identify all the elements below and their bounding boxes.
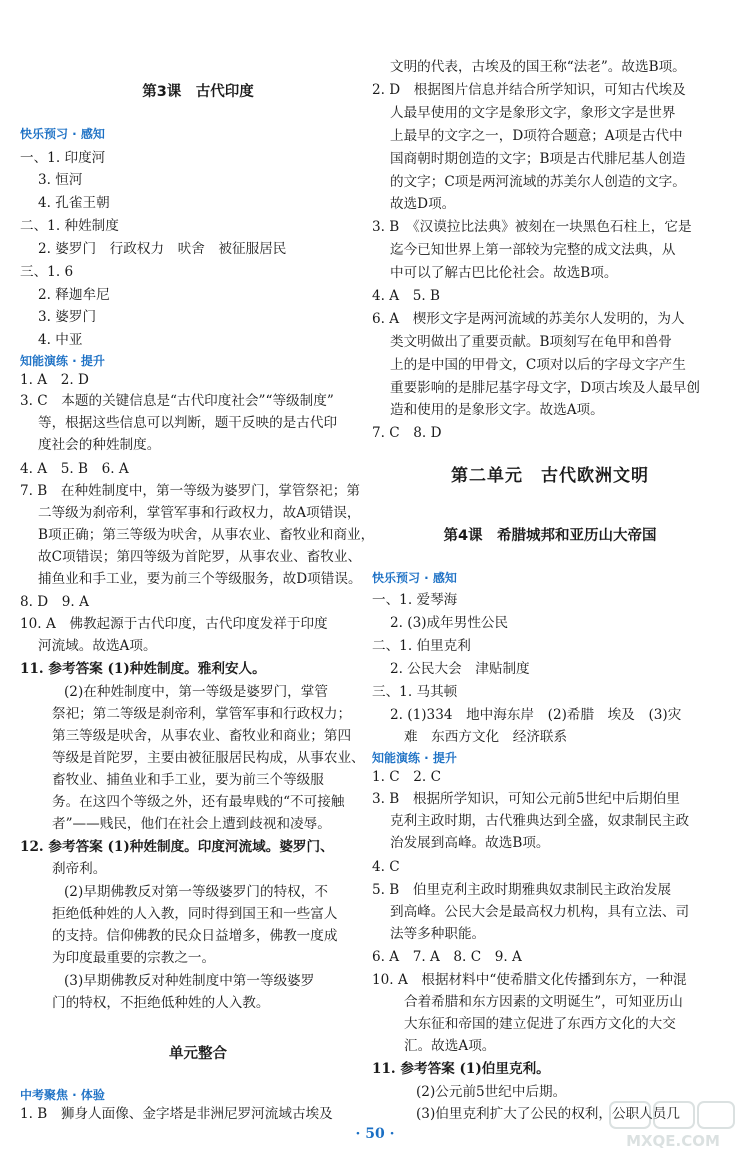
right-line: (3)伯里克利扩大了公民的权利，公职人员几 (416, 1106, 680, 1122)
left-line: 4. 孔雀王朝 (38, 195, 110, 211)
right-line: 迄今已知世界上第一部较为完整的成文法典，从 (390, 242, 676, 258)
right-line: 治发展到高峰。故选B项。 (390, 835, 550, 851)
right-line: 10. A 根据材料中“使希腊文化传播到东方，一种混 (372, 972, 687, 988)
lesson-title: 单元整合 (169, 1046, 227, 1062)
right-line: 二、1. 伯里克利 (372, 638, 471, 654)
left-line: 为印度最重要的宗教之一。 (52, 950, 216, 966)
right-line: 三、1. 马其顿 (372, 684, 458, 700)
right-line: 文明的代表，古埃及的国王称“法老”。故选B项。 (390, 59, 686, 75)
right-line: 合着希腊和东方因素的文明诞生”，可知亚历山 (404, 994, 683, 1010)
right-line: 2. 公民大会 津贴制度 (390, 661, 530, 677)
right-line: 类文明做出了重要贡献。B项刻写在龟甲和兽骨 (390, 334, 672, 350)
right-line: 6. A 7. A 8. C 9. A (372, 949, 522, 965)
left-line: (3)早期佛教反对种姓制度中第一等级婆罗 (64, 973, 315, 989)
left-line: 等，根据这些信息可以判断，题干反映的是古代印 (38, 415, 338, 431)
left-line: (2)在种姓制度中，第一等级是婆罗门，掌管 (64, 684, 328, 700)
right-line: 7. C 8. D (372, 425, 442, 441)
right-line: 法等多种职能。 (390, 926, 486, 942)
lesson-title: 第4课 希腊城邦和亚历山大帝国 (443, 528, 657, 544)
right-line: 大东征和帝国的建立促进了东西方文化的大交 (404, 1016, 676, 1032)
right-line: 3. B 根据所学知识，可知公元前5世纪中后期伯里 (372, 791, 680, 807)
left-line: 者”——贱民，他们在社会上遭到歧视和凌辱。 (52, 816, 331, 832)
right-line: 上最早的文字之一，D项符合题意；A项是古代中 (390, 128, 683, 144)
right-line: 难 东西方文化 经济联系 (404, 729, 568, 745)
left-line: 二、1. 种姓制度 (20, 218, 119, 234)
left-line: 12. 参考答案 (1)种姓制度。印度河流域。婆罗门、 (20, 839, 334, 855)
left-line: 4. 中亚 (38, 332, 83, 348)
left-line: B项正确；第三等级为吠舍，从事农业、畜牧业和商业， (38, 527, 375, 543)
left-line: 捕鱼业和手工业，要为前三个等级服务，故D项错误。 (38, 571, 362, 587)
left-line: 河流域。故选A项。 (38, 638, 157, 654)
left-line: 度社会的种姓制度。 (38, 437, 161, 453)
left-line: 拒绝低种姓的人入教，同时得到国王和一些富人 (52, 906, 338, 922)
left-section-label: 快乐预习 · 感知 (20, 127, 105, 141)
left-line: 8. D 9. A (20, 594, 89, 610)
left-line: 等级是首陀罗，主要由被征服居民构成，从事农业、 (52, 750, 365, 766)
left-line: 刹帝利。 (52, 861, 107, 877)
right-line: 1. C 2. C (372, 769, 441, 785)
right-section-label: 快乐预习 · 感知 (372, 571, 457, 585)
left-line: 的支持。信仰佛教的民众日益增多，佛教一度成 (52, 928, 338, 944)
left-line: (2)早期佛教反对第一等级婆罗门的特权，不 (64, 884, 328, 900)
svg-text:MXQE.COM: MXQE.COM (626, 1132, 720, 1150)
left-line: 第三等级是吠舍，从事农业、畜牧业和商业；第四 (52, 728, 352, 744)
left-line: 务。在这四个等级之外，还有最卑贱的“不可接触 (52, 794, 345, 810)
right-line: 2. (1)334 地中海东岸 (2)希腊 埃及 (3)灾 (390, 707, 682, 723)
left-line: 2. 婆罗门 行政权力 吠舍 被征服居民 (38, 241, 287, 257)
watermark-logo (608, 1100, 738, 1152)
right-line: 2. (3)成年男性公民 (390, 615, 509, 631)
lesson-title: 第3课 古代印度 (142, 84, 254, 100)
right-line: 国商朝时期创造的文字；B项是古代腓尼基人创造 (390, 151, 686, 167)
left-line: 3. C 本题的关键信息是“古代印度社会”“等级制度” (20, 393, 334, 409)
left-line: 门的特权，不拒绝低种姓的人入教。 (52, 995, 270, 1011)
left-line: 11. 参考答案 (1)种姓制度。雅利安人。 (20, 661, 266, 677)
left-line: 二等级为刹帝利，掌管军事和行政权力，故A项错误， (38, 505, 361, 521)
right-line: 汇。故选A项。 (404, 1038, 496, 1054)
right-line: (2)公元前5世纪中后期。 (416, 1084, 567, 1100)
left-line: 一、1. 印度河 (20, 150, 106, 166)
left-line: 畜牧业、捕鱼业和手工业，要为前三个等级服 (52, 772, 324, 788)
right-line: 2. D 根据图片信息并结合所学知识，可知古代埃及 (372, 82, 686, 98)
left-line: 故C项错误；第四等级为首陀罗，从事农业、畜牧业、 (38, 549, 362, 565)
right-line: 故选D项。 (390, 196, 456, 212)
left-line: 3. 婆罗门 (38, 309, 97, 325)
left-line: 三、1. 6 (20, 264, 74, 280)
left-line: 1. B 狮身人面像、金字塔是非洲尼罗河流域古埃及 (20, 1106, 333, 1122)
right-line: 4. C (372, 859, 400, 875)
left-line: 3. 恒河 (38, 172, 83, 188)
left-line: 2. 释迦牟尼 (38, 287, 110, 303)
right-line: 造和使用的是象形文字。故选A项。 (390, 402, 604, 418)
right-line: 3. B 《汉谟拉比法典》被刻在一块黑色石柱上，它是 (372, 219, 692, 235)
page-number: · 50 · (355, 1126, 395, 1142)
right-line: 中可以了解古巴比伦社会。故选B项。 (390, 265, 618, 281)
right-line: 上的是中国的甲骨文，C项对以后的字母文字产生 (390, 357, 686, 373)
right-line: 重要影响的是腓尼基字母文字，D项古埃及人最早创 (390, 380, 700, 396)
right-line: 5. B 伯里克利主政时期雅典奴隶制民主政治发展 (372, 882, 672, 898)
right-line: 到高峰。公民大会是最高权力机构，具有立法、司 (390, 904, 690, 920)
left-line: 10. A 佛教起源于古代印度，古代印度发祥于印度 (20, 616, 328, 632)
right-line: 4. A 5. B (372, 288, 440, 304)
right-line: 的文字；C项是两河流域的苏美尔人创造的文字。 (390, 174, 686, 190)
right-line: 6. A 楔形文字是两河流域的苏美尔人发明的，为人 (372, 311, 685, 327)
right-line: 克利主政时期，古代雅典达到全盛，奴隶制民主政 (390, 813, 690, 829)
left-line: 祭祀；第二等级是刹帝利，掌管军事和行政权力； (52, 706, 352, 722)
left-line: 4. A 5. B 6. A (20, 461, 129, 477)
left-section-label: 知能演练 · 提升 (20, 354, 105, 368)
right-section-label: 知能演练 · 提升 (372, 751, 457, 765)
right-line: 人最早使用的文字是象形文字，象形文字是世界 (390, 105, 676, 121)
left-section-label: 中考聚焦 · 体验 (20, 1088, 105, 1102)
unit-title: 第二单元 古代欧洲文明 (451, 466, 649, 486)
left-line: 7. B 在种姓制度中，第一等级为婆罗门，掌管祭祀；第 (20, 483, 360, 499)
left-line: 1. A 2. D (20, 372, 89, 388)
right-line: 11. 参考答案 (1)伯里克利。 (372, 1061, 550, 1077)
right-line: 一、1. 爱琴海 (372, 592, 458, 608)
